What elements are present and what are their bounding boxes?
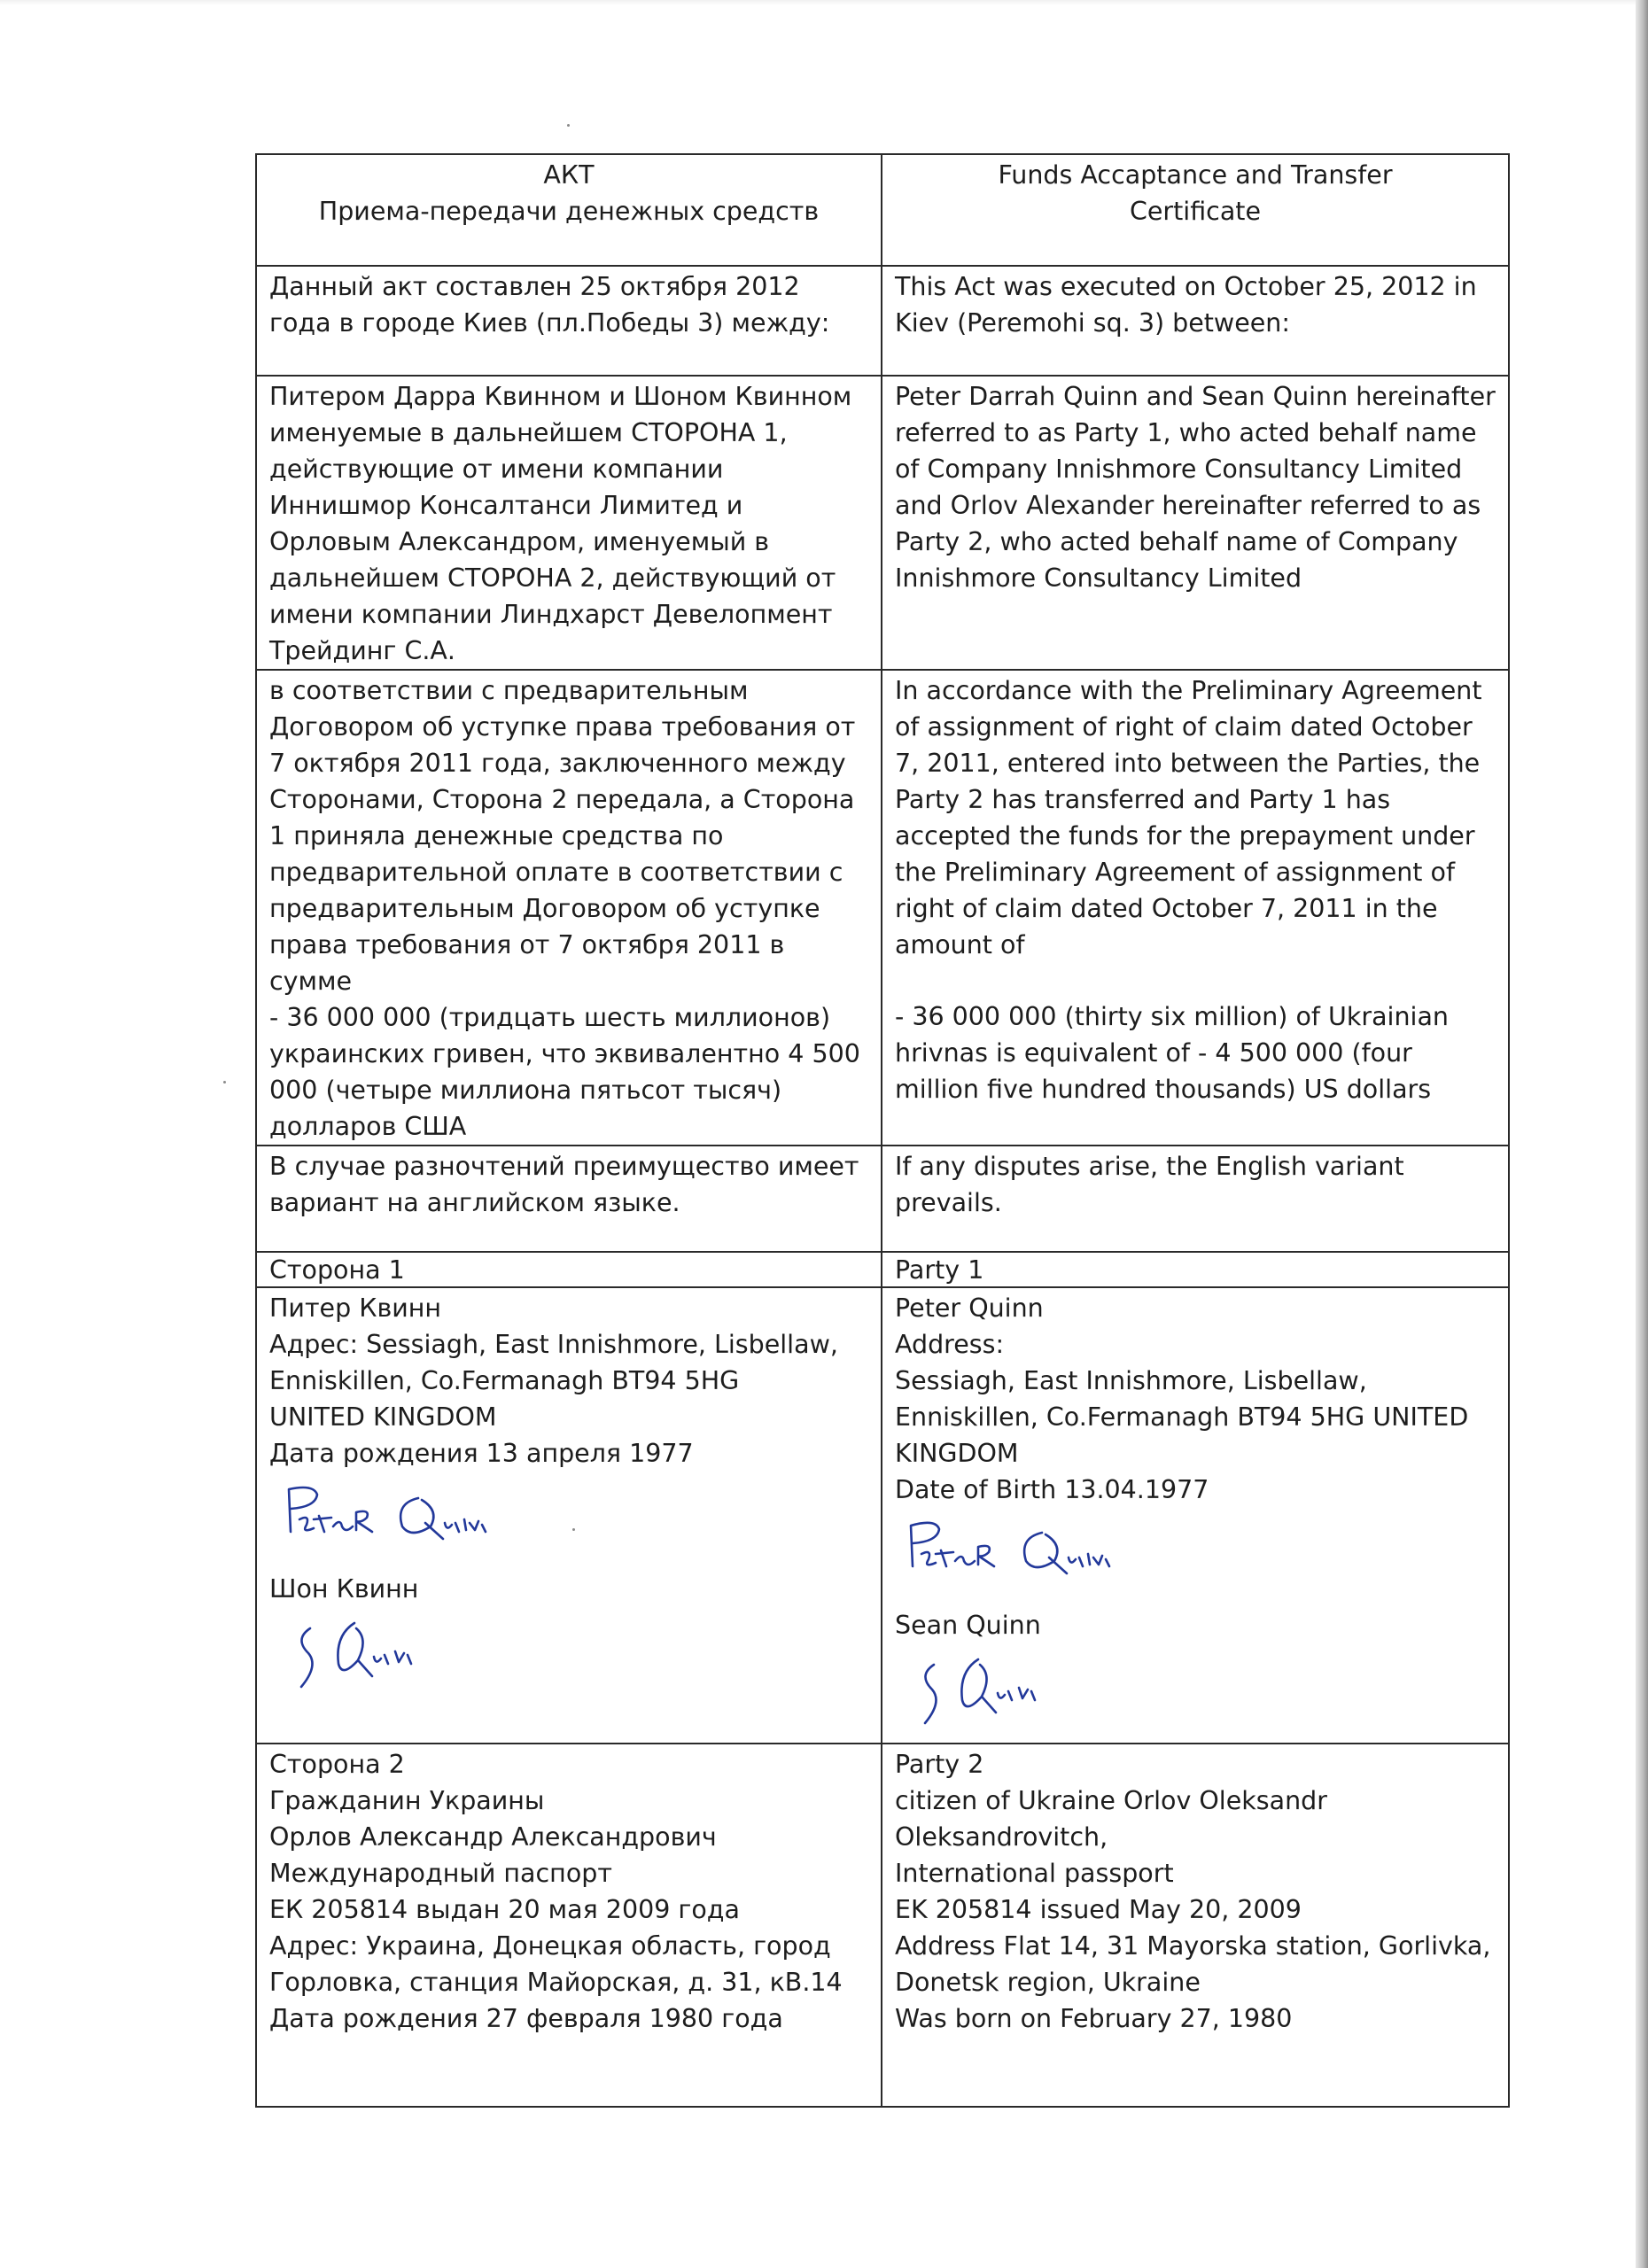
- disputes-ru-cell: В случае разночтений преимущество имеет вариант на английском языке.: [256, 1146, 882, 1252]
- header-en-subtitle: Certificate: [1129, 197, 1262, 226]
- party2-en-details: citizen of Ukraine Orlov Oleksandr Oleksandrovitch, International passport EK 205814 issued May 20, 2009 Address Flat 14, 31 Mayorska station, Gorlivka, Donetsk region, Ukraine Was born on February 27, 1980: [895, 1786, 1491, 2033]
- disputes-row: [256, 1146, 1509, 1252]
- party1-ru-label: Сторона 1: [256, 1252, 882, 1287]
- party1-ru-address: Адрес: Sessiagh, East Innishmore, Lisbellaw, Enniskillen, Co.Fermanagh BT94 5HG UNITED KINGDOM: [269, 1330, 838, 1432]
- party1-ru-name: Питер Квинн: [269, 1293, 442, 1323]
- parties-clause-row: [256, 376, 1509, 670]
- party2-row: [256, 1744, 1509, 2107]
- scan-speck: [223, 1081, 226, 1084]
- intro-row: [256, 266, 1509, 376]
- agreement-en-gap: [895, 963, 1496, 998]
- signature-peter-quinn-en: [895, 1513, 1496, 1598]
- party1-en-cell: [882, 1287, 1509, 1744]
- parties-clause-en-cell: Peter Darrah Quinn and Sean Quinn hereinafter referred to as Party 1, who acted behalf name of Company Innishmore Consultancy Limited and Orlov Alexander hereinafter referred to as Party 2, who acted behalf name of Company Innishmore Consultancy Limited: [882, 376, 1509, 670]
- party1-label-row: [256, 1252, 1509, 1287]
- party2-en-label: Party 2: [895, 1750, 984, 1779]
- disputes-en-cell: If any disputes arise, the English variant prevails.: [882, 1146, 1509, 1252]
- parties-clause-ru-cell: Питером Дарра Квинном и Шоном Квинном именуемые в дальнейшем СТОРОНА 1, действующие от имени компании Иннишмор Консалтанси Лимитед и Орловым Александром, именуемый в дальнейшем СТОРОНА 2, действующий от имени компании Линдхарст Девелопмент Трейдинг С.А.: [256, 376, 882, 670]
- party1-details-row: [256, 1287, 1509, 1744]
- header-ru-title: АКТ: [543, 160, 595, 190]
- party1-ru-dob: Дата рождения 13 апреля 1977: [269, 1439, 694, 1468]
- scan-right-edge: [1636, 0, 1648, 2268]
- party2-ru-label: Сторона 2: [269, 1750, 405, 1779]
- agreement-en-amount: - 36 000 000 (thirty six million) of Ukrainian hrivnas is equivalent of - 4 500 000 (four million five hundred thousands) US dollars: [895, 1002, 1449, 1104]
- party1-ru-cell: [256, 1287, 882, 1744]
- party1-en-name2: Sean Quinn: [895, 1611, 1041, 1640]
- party1-en-dob: Date of Birth 13.04.1977: [895, 1475, 1209, 1504]
- header-ru-cell: [256, 154, 882, 266]
- agreement-row: [256, 670, 1509, 1146]
- signature-sean-quinn-en: [895, 1649, 1496, 1734]
- scan-speck: [567, 124, 570, 127]
- party2-ru-details: Гражданин Украины Орлов Александр Александрович Международный паспорт ЕК 205814 выдан 20 мая 2009 года Адрес: Украина, Донецкая область, город Горловка, станция Майорская, д. 31, кВ.14 Дата рождения 27 февраля 1980 года: [269, 1786, 843, 2033]
- header-en-title: Funds Accaptance and Transfer: [998, 160, 1393, 190]
- header-row: [256, 154, 1509, 266]
- signature-peter-quinn-ru: [269, 1477, 868, 1562]
- intro-en-cell: This Act was executed on October 25, 2012 in Kiev (Peremohi sq. 3) between:: [882, 266, 1509, 376]
- party2-en-cell: [882, 1744, 1509, 2107]
- scan-top-edge: [0, 0, 1648, 5]
- party1-en-name: Peter Quinn: [895, 1293, 1044, 1323]
- header-en-cell: [882, 154, 1509, 266]
- agreement-ru-amount: - 36 000 000 (тридцать шесть миллионов) украинских гривен, что эквивалентно 4 500 000 (четыре миллиона пятьсот тысяч) долларов США: [269, 1003, 860, 1141]
- certificate-table: [255, 153, 1510, 2108]
- agreement-en-cell: [882, 670, 1509, 1146]
- agreement-ru-cell: [256, 670, 882, 1146]
- header-ru-subtitle: Приема-передачи денежных средств: [318, 197, 820, 226]
- party1-en-label: Party 1: [882, 1252, 1509, 1287]
- party2-ru-cell: [256, 1744, 882, 2107]
- signature-sean-quinn-ru: [269, 1612, 868, 1697]
- agreement-ru-text: в соответствии с предварительным Договором об уступке права требования от 7 октября 2011 года, заключенного между Сторонами, Сторона 2 передала, а Сторона 1 приняла денежные средства по предварительной оплате в соответствии с предварительным Договором об уступке права требования от 7 октября 2011 в сумме: [269, 676, 856, 996]
- agreement-en-text: In accordance with the Preliminary Agreement of assignment of right of claim dated October 7, 2011, entered into between the Parties, the Party 2 has transferred and Party 1 has accepted the funds for the prepayment under the Preliminary Agreement of assignment of right of claim dated October 7, 2011 in the amount of: [895, 676, 1482, 959]
- party1-ru-name2: Шон Квинн: [269, 1574, 419, 1604]
- party1-en-address: Sessiagh, East Innishmore, Lisbellaw, Enniskillen, Co.Fermanagh BT94 5HG UNITED KINGDOM: [895, 1366, 1469, 1468]
- party1-en-address-label: Address:: [895, 1330, 1005, 1359]
- intro-ru-cell: Данный акт составлен 25 октября 2012 года в городе Киев (пл.Победы 3) между:: [256, 266, 882, 376]
